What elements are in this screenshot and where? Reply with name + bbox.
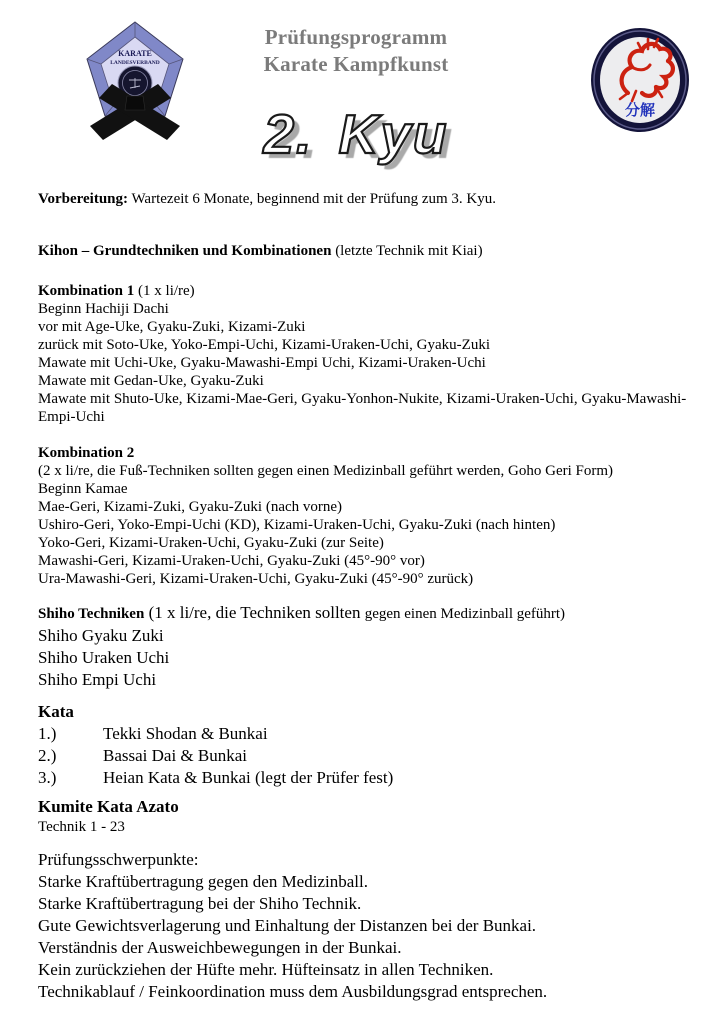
shiho-line: Shiho Empi Uchi (38, 670, 157, 689)
document-title-line2: Karate Kampfkunst (263, 52, 449, 76)
kata-item (38, 745, 692, 767)
kata-heading (38, 701, 692, 723)
kanji-bunkai-text: 分解 (624, 101, 656, 119)
kombination1-line: zurück mit Soto-Uke, Yoko-Empi-Uchi, Kizami-Uraken-Uchi, Gyaku-Zuki (38, 337, 490, 353)
kata-item-text: Tekki Shodan & Bunkai (103, 724, 268, 743)
kombination1-suffix: (1 x li/re) (134, 283, 195, 299)
shiho-label: Shiho Techniken (38, 606, 145, 622)
vorbereitung-line (38, 190, 692, 208)
kihon-label: Kihon – Grundtechniken und Kombinationen (38, 243, 332, 259)
kombination2-line: Ura-Mawashi-Geri, Kizami-Uraken-Uchi, Gyaku-Zuki (45°-90° zurück) (38, 571, 474, 587)
kombination2-label: Kombination 2 (38, 445, 135, 461)
kombination2-line: Beginn Kamae (38, 481, 128, 497)
schwerpunkte-line: Kein zurückziehen der Hüfte mehr. Hüfteinsatz in allen Techniken. (38, 960, 494, 979)
schwerpunkte-line: Technikablauf / Feinkoordination muss dem Ausbildungsgrad entsprechen. (38, 982, 548, 1001)
kumite-line: Technik 1 - 23 (38, 819, 125, 835)
kata-item (38, 723, 692, 745)
schwerpunkte-line: Gute Gewichtsverlagerung und Einhaltung der Distanzen bei der Bunkai. (38, 916, 537, 935)
kombination1-line: Mawate mit Gedan-Uke, Gyaku-Zuki (38, 373, 264, 389)
kata-item-number: 2.) (38, 746, 57, 765)
kombination1-line: vor mit Age-Uke, Gyaku-Zuki, Kizami-Zuki (38, 319, 306, 335)
kumite-label: Kumite Kata Azato (38, 797, 179, 816)
shiho-suffix-small: gegen einen Medizinball geführt) (364, 606, 566, 622)
schwerpunkte-line: Starke Kraftübertragung bei der Shiho Technik. (38, 894, 362, 913)
document-body (38, 190, 692, 1003)
kihon-heading (38, 242, 692, 260)
vorbereitung-label: Vorbereitung: (38, 191, 128, 207)
kombination1-label: Kombination 1 (38, 283, 135, 299)
document-title-line1: Prüfungsprogramm (264, 25, 448, 49)
kombination2-line: Mae-Geri, Kizami-Zuki, Gyaku-Zuki (nach vorne) (38, 499, 343, 515)
vorbereitung-text: Wartezeit 6 Monate, beginnend mit der Prüfung zum 3. Kyu. (128, 191, 497, 207)
kumite-heading (38, 796, 692, 818)
kata-item-text: Bassai Dai & Bunkai (103, 746, 248, 765)
badge-text-karate: KARATE (118, 49, 152, 58)
kombination1-line: Mawate mit Shuto-Uke, Kizami-Mae-Geri, Gyaku-Yonhon-Nukite, Kizami-Uraken-Uchi, Gyaku-Mawashi-Empi-Uchi (38, 391, 687, 425)
schwerpunkte-line: Prüfungsschwerpunkte: (38, 850, 199, 869)
kombination2-heading (38, 444, 692, 462)
kata-item-text: Heian Kata & Bunkai (legt der Prüfer fest) (103, 768, 394, 787)
kata-item-number: 1.) (38, 724, 57, 743)
shiho-heading (38, 602, 692, 625)
kata-item-number: 3.) (38, 768, 57, 787)
shiho-line: Shiho Gyaku Zuki (38, 626, 164, 645)
kata-label: Kata (38, 702, 74, 721)
kombination1-heading (38, 282, 692, 300)
kombination2-line: Ushiro-Geri, Yoko-Empi-Uchi (KD), Kizami-Uraken-Uchi, Gyaku-Zuki (nach hinten) (38, 517, 556, 533)
badge-text-landesverband: LANDESVERBAND (110, 60, 160, 66)
kata-item (38, 767, 692, 789)
kombination2-line: Yoko-Geri, Kizami-Uraken-Uchi, Gyaku-Zuki (zur Seite) (38, 535, 384, 551)
shiho-line: Shiho Uraken Uchi (38, 648, 170, 667)
shiho-suffix-large: (1 x li/re, die Techniken sollten (144, 603, 365, 622)
schwerpunkte-line: Starke Kraftübertragung gegen den Medizinball. (38, 872, 368, 891)
schwerpunkte-block (38, 849, 692, 1003)
rank-title: 2. Kyu (263, 103, 449, 165)
kihon-suffix: (letzte Technik mit Kiai) (331, 243, 483, 259)
kombination2-line: Mawashi-Geri, Kizami-Uraken-Uchi, Gyaku-Zuki (45°-90° vor) (38, 553, 425, 569)
kombination1-line: Mawate mit Uchi-Uke, Gyaku-Mawashi-Empi Uchi, Kizami-Uraken-Uchi (38, 355, 486, 371)
kombination1-line: Beginn Hachiji Dachi (38, 301, 169, 317)
schwerpunkte-line: Verständnis der Ausweichbewegungen in der Bunkai. (38, 938, 402, 957)
kombination2-line: (2 x li/re, die Fuß-Techniken sollten gegen einen Medizinball geführt werden, Goho Geri Form) (38, 463, 614, 479)
